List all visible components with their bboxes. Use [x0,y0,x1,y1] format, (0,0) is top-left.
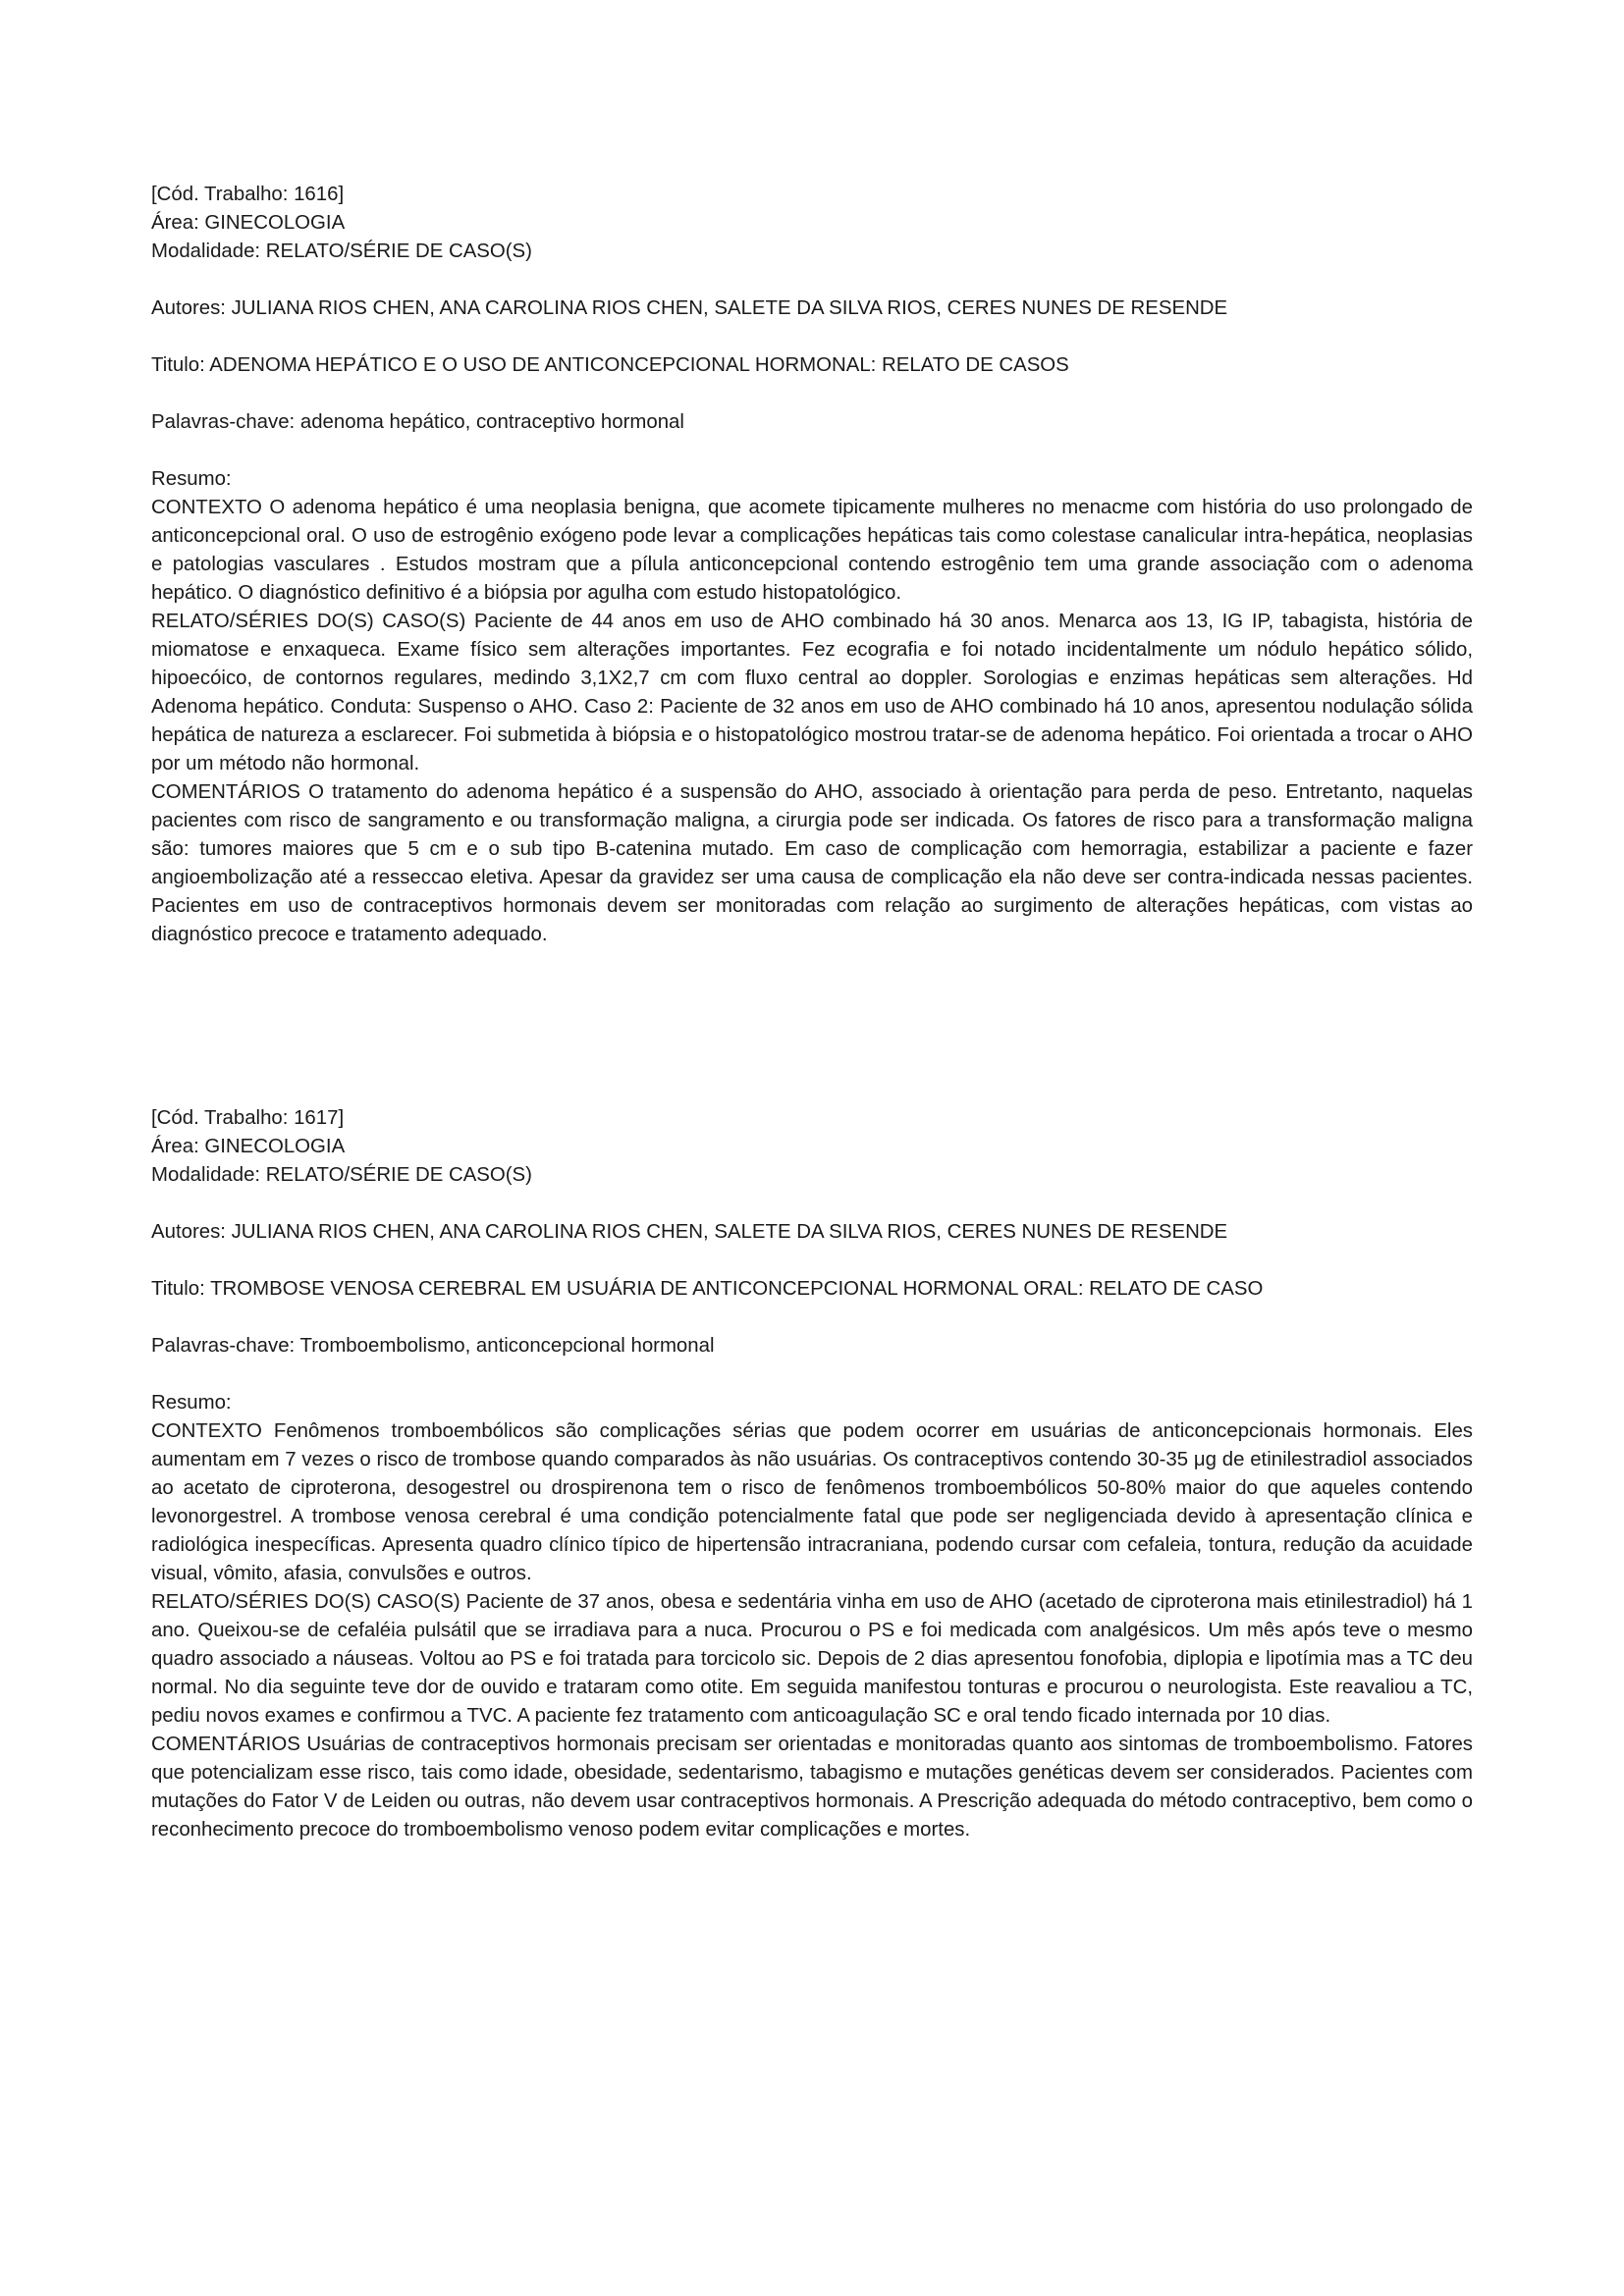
case-report-paragraph: RELATO/SÉRIES DO(S) CASO(S) Paciente de 37 anos, obesa e sedentária vinha em uso de AHO (acetado de ciproterona mais etinilestradiol) há 1 ano. Queixou-se de cefaléia pulsátil que se irradiava para a nuca. Procurou o PS e foi medicada com analgésicos. Um mês após teve o mesmo quadro associado a náuseas. Voltou ao PS e foi tratada para torcicolo sic. Depois de 2 dias apresentou fonofobia, diplopia e lipotímia mas a TC deu normal. No dia seguinte teve dor de ouvido e trataram como otite. Em seguida manifestou tonturas e procurou o neurologista. Este reavaliou a TC, pediu novos exames e confirmou a TVC. A paciente fez tratamento com anticoagulação SC e oral tendo ficado internada por 10 dias. [151,1591,1473,1727]
keywords: Palavras-chave: adenoma hepático, contraceptivo hormonal [151,411,684,433]
abstract-entry-1616 [151,181,1473,949]
abstract-label: Resumo: [151,468,232,490]
title: Titulo: TROMBOSE VENOSA CEREBRAL EM USUÁRIA DE ANTICONCEPCIONAL HORMONAL ORAL: RELATO DE CASO [151,1278,1264,1300]
comments-paragraph: COMENTÁRIOS O tratamento do adenoma hepático é a suspensão do AHO, associado à orientação para perda de peso. Entretanto, naquelas pacientes com risco de sangramento e ou transformação maligna, a cirurgia pode ser indicada. Os fatores de risco para a transformação maligna são: tumores maiores que 5 cm e o sub tipo B-catenina mutado. Em caso de complicação com hemorragia, estabilizar a paciente e fazer angioembolização até a resseccao eletiva. Apesar da gravidez ser uma causa de complicação ela não deve ser contra-indicada nessas pacientes. Pacientes em uso de contraceptivos hormonais devem ser monitoradas com relação ao surgimento de alterações hepáticas, com vistas ao diagnóstico precoce e tratamento adequado. [151,781,1473,945]
modality: Modalidade: RELATO/SÉRIE DE CASO(S) [151,1164,532,1186]
comments-paragraph: COMENTÁRIOS Usuárias de contraceptivos hormonais precisam ser orientadas e monitoradas quanto aos sintomas de tromboembolismo. Fatores que potencializam esse risco, tais como idade, obesidade, sedentarismo, tabagismo e mutações genéticas devem ser considerados. Pacientes com mutações do Fator V de Leiden ou outras, não devem usar contraceptivos hormonais. A Prescrição adequada do método contraceptivo, bem como o reconhecimento precoce do tromboembolismo venoso podem evitar complicações e mortes. [151,1734,1473,1841]
authors: Autores: JULIANA RIOS CHEN, ANA CAROLINA RIOS CHEN, SALETE DA SILVA RIOS, CERES NUNES DE RESENDE [151,297,1228,319]
context-paragraph: CONTEXTO Fenômenos tromboembólicos são complicações sérias que podem ocorrer em usuárias de anticoncepcionais hormonais. Eles aumentam em 7 vezes o risco de trombose quando comparados às não usuárias. Os contraceptivos contendo 30-35 μg de etinilestradiol associados ao acetato de ciproterona, desogestrel ou drospirenona tem o risco de fenômenos tromboembólicos 50-80% maior do que aqueles contendo levonorgestrel. A trombose venosa cerebral é uma condição potencialmente fatal que pode ser negligenciada devido à apresentação clínica e radiológica inespecíficas. Apresenta quadro clínico típico de hipertensão intracraniana, podendo cursar com cefaleia, tontura, redução da acuidade visual, vômito, afasia, convulsões e outros. [151,1420,1473,1584]
modality: Modalidade: RELATO/SÉRIE DE CASO(S) [151,240,532,262]
case-report-paragraph: RELATO/SÉRIES DO(S) CASO(S) Paciente de 44 anos em uso de AHO combinado há 30 anos. Menarca aos 13, IG IP, tabagista, história de miomatose e enxaqueca. Exame físico sem alterações importantes. Fez ecografia e foi notado incidentalmente um nódulo hepático sólido, hipoecóico, de contornos regulares, medindo 3,1X2,7 cm com fluxo central ao doppler. Sorologias e enzimas hepáticas sem alterações. Hd Adenoma hepático. Conduta: Suspenso o AHO. Caso 2: Paciente de 32 anos em uso de AHO combinado há 10 anos, apresentou nodulação sólida hepática de natureza a esclarecer. Foi submetida à biópsia e o histopatológico mostrou tratar-se de adenoma hepático. Foi orientada a trocar o AHO por um método não hormonal. [151,611,1473,774]
area: Área: GINECOLOGIA [151,1136,346,1157]
title: Titulo: ADENOMA HEPÁTICO E O USO DE ANTICONCEPCIONAL HORMONAL: RELATO DE CASOS [151,354,1069,376]
abstract-label: Resumo: [151,1392,232,1414]
abstract-entry-1617 [151,1104,1473,1844]
area: Área: GINECOLOGIA [151,212,346,234]
work-code: [Cód. Trabalho: 1617] [151,1107,345,1129]
context-paragraph: CONTEXTO O adenoma hepático é uma neoplasia benigna, que acomete tipicamente mulheres no menacme com história do uso prolongado de anticoncepcional oral. O uso de estrogênio exógeno pode levar a complicações hepáticas tais como colestase canalicular intra-hepática, neoplasias e patologias vasculares . Estudos mostram que a pílula anticoncepcional contendo estrogênio tem uma grande associação com o adenoma hepático. O diagnóstico definitivo é a biópsia por agulha com estudo histopatológico. [151,497,1473,604]
keywords: Palavras-chave: Tromboembolismo, anticoncepcional hormonal [151,1335,715,1357]
authors: Autores: JULIANA RIOS CHEN, ANA CAROLINA RIOS CHEN, SALETE DA SILVA RIOS, CERES NUNES DE RESENDE [151,1221,1228,1243]
work-code: [Cód. Trabalho: 1616] [151,184,345,205]
document-page [151,181,1473,1844]
